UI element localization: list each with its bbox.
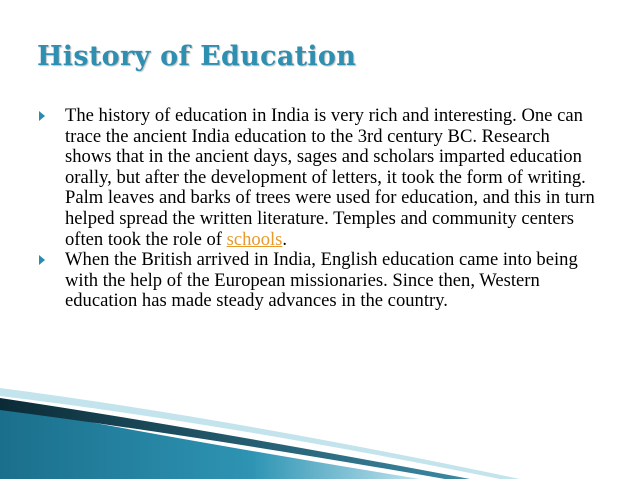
- schools-link[interactable]: schools: [226, 228, 283, 250]
- bullet-text: [65, 106, 596, 250]
- bullet-item-history: [36, 106, 596, 250]
- triangle-bullet-icon: [39, 111, 45, 121]
- swoosh-dark-band: [0, 398, 470, 479]
- bullet-text-end: .: [282, 228, 288, 250]
- swoosh-main: [0, 405, 420, 479]
- bullet-text-main: The history of education in India is very rich and interesting. One can trace the ancient India education to the 3rd century BC. Research shows that in the ancient days, sages and scholars imparted education orally, but after the development of letters, it took the form of writing. Palm leaves and barks of trees were used for education, and this in turn helped spread the written literature. Temples and community centers often took the role of: [65, 105, 595, 250]
- slide-title: History of Education: [37, 41, 357, 72]
- triangle-bullet-icon: [39, 255, 45, 265]
- bullet-list: [36, 106, 596, 312]
- bullet-item-british: [36, 250, 596, 312]
- swoosh-light-band: [0, 388, 520, 479]
- bullet-text: When the British arrived in India, English education came into being with the help of the European missionaries. Since then, Western education has made steady advances in the country.: [65, 249, 578, 312]
